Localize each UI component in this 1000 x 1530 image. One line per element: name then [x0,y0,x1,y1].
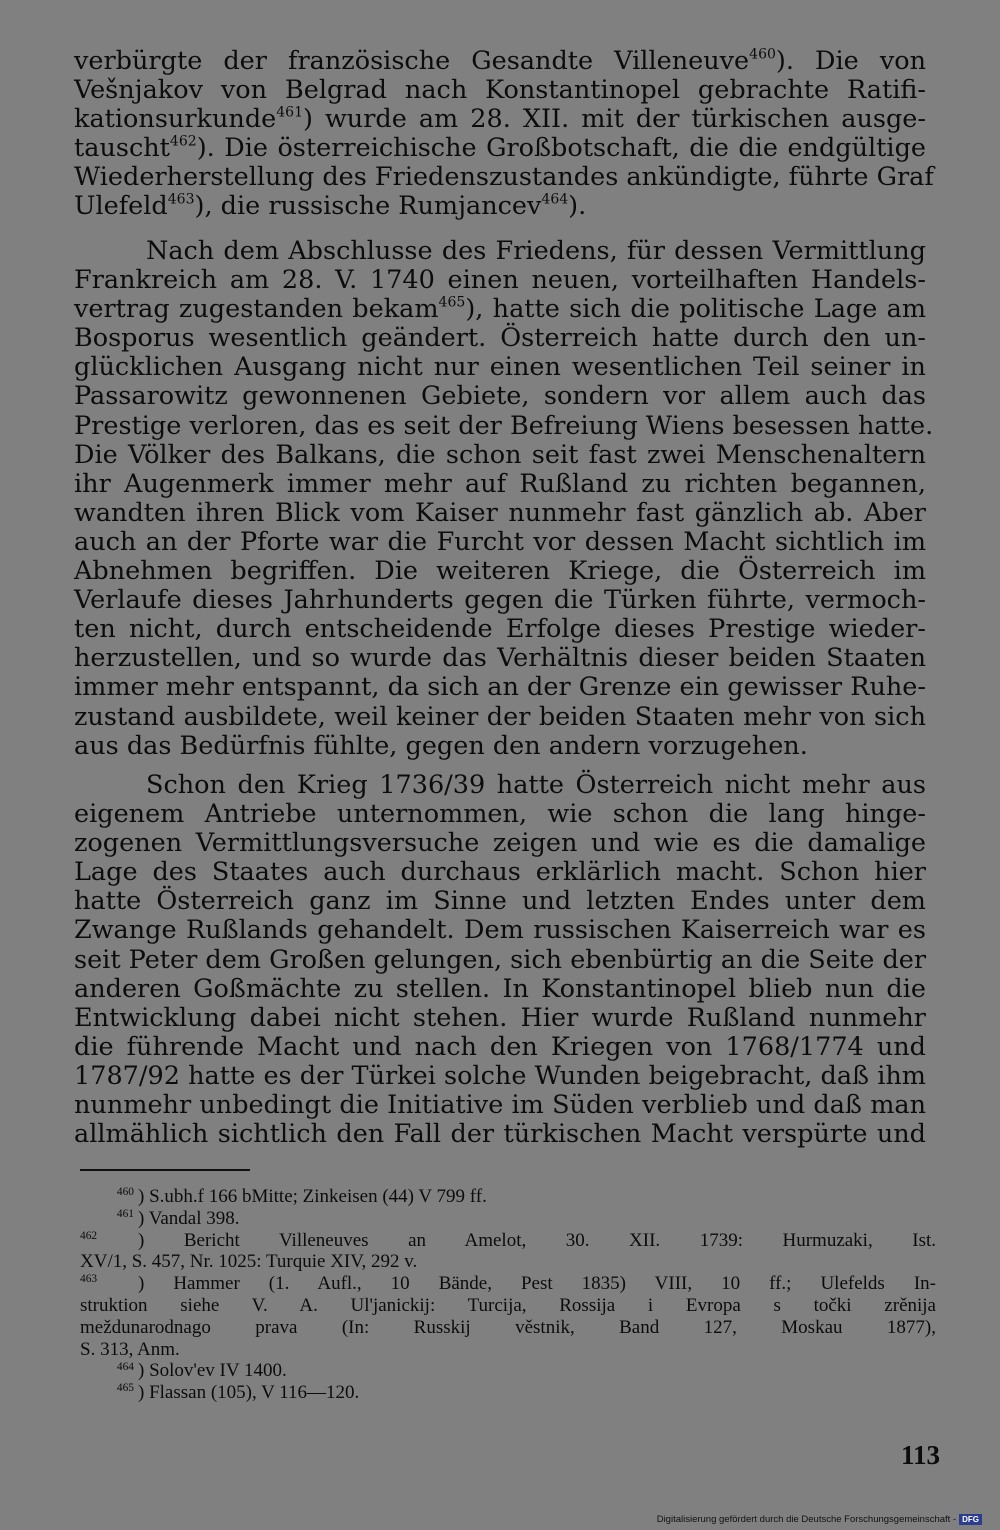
footnote-463: 463 ) Hammer (1. Aufl., 10 Bände, Pest 1835) VIII, 10 ff.; Ulefelds In- [80,1273,936,1295]
text-line: vertrag zugestanden bekam$^{465}$), hatte sich die politische Lage am [74,294,926,325]
footnote-text: ) Vandal 398. [138,1207,240,1229]
text-line: tauscht$^{462}$). Die österreichische Großbotschaft, die die endgültige [74,133,926,164]
footnote-462: 462 ) Bericht Villeneuves an Amelot, 30. XII. 1739: Hurmuzaki, Ist. [80,1229,936,1251]
text-line: Lage des Staates auch durchaus erklärlich macht. Schon hier [74,857,926,888]
text-line: aus das Bedürfnis fühlte, gegen den andern vorzugehen. [74,730,808,761]
footnote-463-cont: struktion siehe V. A. Ul'janickij: Turcija, Rossija i Evropa s točki zrěnija [80,1294,936,1316]
text-line: hatte Österreich ganz im Sinne und letzten Endes unter dem [74,886,926,917]
footnote-463-cont: meždunarodnago prava (In: Russkij věstnik, Band 127, Moskau 1877), [80,1316,936,1338]
text-line: Nach dem Abschlusse des Friedens, für dessen Vermittlung [146,236,926,266]
text-line: ten nicht, durch entscheidende Erfolge dieses Prestige wieder- [74,614,926,645]
digitization-footer [657,1514,982,1525]
text-line: allmählich sichtlich den Fall der türkischen Macht verspürte und [74,1119,926,1150]
text-line: zogenen Vermittlungsversuche zeigen und wie es die damalige [74,828,926,859]
footnote-460: 460 ) S.ubh.f 166 bMitte; Zinkeisen (44) V 799 ff. [116,1186,487,1207]
footnote-465: 465 ) Flassan (105), V 116—120. [116,1382,360,1404]
page-number: 113 [900,1440,940,1470]
text-line: Vešnjakov von Belgrad nach Konstantinopel gebrachte Ratifi- [74,75,926,106]
text-line: Schon den Krieg 1736/39 hatte Österreich nicht mehr aus [146,770,926,800]
text-line: Zwange Rußlands gehandelt. Dem russischen Kaiserreich war es [74,915,926,946]
text-line: Entwicklung dabei nicht stehen. Hier wurde Rußland nunmehr [74,1002,926,1033]
text-line: die führende Macht und nach den Kriegen von 1768/1774 und [74,1031,926,1062]
footer-text: Digitalisierung gefördert durch die Deutsche Forschungsgemeinschaft - [656,1514,957,1525]
text-line: immer mehr entspannt, da sich an der Grenze ein gewisser Ruhe- [74,672,926,703]
text-line: anderen Goßmächte zu stellen. In Konstantinopel blieb nun die [74,973,926,1004]
text-line: nunmehr unbedingt die Initiative im Süden verblieb und daß man [74,1090,926,1121]
text-line: kationsurkunde$^{461}$) wurde am 28. XII. mit der türkischen ausge- [74,104,926,135]
text-line: Abnehmen begriffen. Die weiteren Kriege, die Österreich im [74,556,926,587]
footnote-text: ) Hammer (1. Aufl., 10 Bände, Pest 1835) VIII, 10 ff.; Ulefelds In- [138,1273,936,1295]
text-line: zustand ausbildete, weil keiner der beiden Staaten mehr von sich [74,701,926,732]
text-line: Passarowitz gewonnenen Gebiete, sondern vor allem auch das [74,381,926,412]
text-line: eigenem Antriebe unternommen, wie schon die lang hinge- [74,799,926,830]
text-line: Prestige verloren, das es seit der Befreiung Wiens besessen hatte. [74,410,934,441]
text-line: herzustellen, und so wurde das Verhältnis dieser beiden Staaten [74,643,926,674]
paragraph-3 [74,771,926,1149]
footnote-464: 464 ) Solov'ev IV 1400. [116,1360,287,1382]
text-line: glücklichen Ausgang nicht nur einen wesentlichen Teil seiner in [74,352,926,383]
text-line: Wiederherstellung des Friedenszustandes ankündigte, führte Graf [74,162,934,193]
text-line: 1787/92 hatte es der Türkei solche Wunden beigebracht, daß ihm [74,1060,926,1091]
text-line: Bosporus wesentlich geändert. Österreich hatte durch den un- [74,323,926,354]
footnotes [80,1186,936,1404]
text-line: Verlaufe dieses Jahrhunderts gegen die Türken führte, vermoch- [74,585,926,616]
text-line: Ulefeld$^{463}$), die russische Rumjancev$^{464}$). [74,191,587,222]
text-line: verbürgte der französische Gesandte Villeneuve$^{460}$). Die von [74,46,926,76]
footnote-461: 461 ) Vandal 398. [116,1207,240,1229]
footnote-text: ) Bericht Villeneuves an Amelot, 30. XII. 1739: Hurmuzaki, Ist. [138,1229,936,1251]
paragraph-2 [74,236,934,761]
text-line: seit Peter dem Großen gelungen, sich ebenbürtig an die Seite der [74,944,927,975]
footnote-462-cont: XV/1, S. 457, Nr. 1025: Turquie XIV, 292 v. [80,1251,418,1273]
footnote-separator [80,1169,250,1171]
footnote-text: ) S.ubh.f 166 bMitte; Zinkeisen (44) V 799 ff. [138,1186,487,1207]
footnote-463-cont: S. 313, Anm. [80,1338,180,1360]
text-line: wandten ihren Blick vom Kaiser nunmehr fast gänzlich ab. Aber [74,497,926,528]
footnote-text: ) Flassan (105), V 116—120. [138,1382,360,1404]
text-line: Frankreich am 28. V. 1740 einen neuen, vorteilhaften Handels- [74,265,926,296]
text-line: auch an der Pforte war die Furcht vor dessen Macht sichtlich im [74,526,926,557]
footnote-text: ) Solov'ev IV 1400. [138,1360,287,1382]
paragraph-1 [74,46,934,222]
dfg-logo: DFG [959,1514,982,1525]
text-line: ihr Augenmerk immer mehr auf Rußland zu richten begannen, [74,468,926,499]
text-line: Die Völker des Balkans, die schon seit fast zwei Menschenaltern [74,439,926,470]
